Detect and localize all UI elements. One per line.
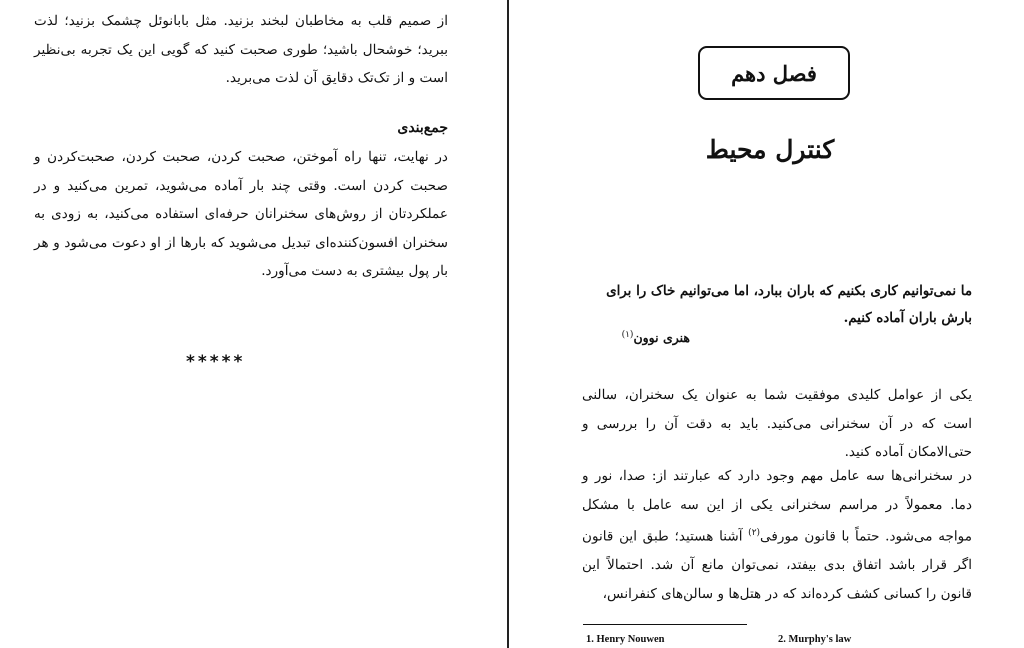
intro-paragraph: از صمیم قلب به مخاطبان لبخند بزنید. مثل بابانوئل چشمک بزنید؛ لذت ببرید؛ خوشحال باشید؛ طوری صحبت کنید که گویی این یک تجربه بی‌نظیر است و از تک‌تک دقایق آن لذت می‌برید. bbox=[34, 13, 448, 86]
chapter-label-box bbox=[698, 46, 850, 100]
murphy-footnote-marker: (۲) bbox=[748, 528, 761, 538]
body-paragraph-2 bbox=[582, 462, 972, 608]
chapter-label: فصل دهم bbox=[731, 60, 817, 86]
summary-heading: جمع‌بندی bbox=[397, 120, 448, 136]
paragraph-2-text-start: در سخنرانی‌ها سه عامل مهم وجود دارد که عبارتند از: صدا، نور و دما. معمولاً در مراسم سخنرانی یکی از این سه عامل با مشکل مواجه می‌شود. حتماً با قانون مورفی bbox=[582, 468, 972, 545]
epigraph-footnote-marker: (۱) bbox=[621, 330, 634, 340]
chapter-title: کنترل محیط bbox=[705, 135, 835, 164]
epigraph-author-line bbox=[580, 330, 690, 345]
footnote-2: 2. Murphy's law bbox=[778, 634, 852, 645]
paragraph-2-text-end: آشنا هستید؛ طبق این قانون اگر قرار باشد اتفاق بدی بیفتد، نمی‌توان مانع آن شد. احتمالاً این قانون را کسانی کشف کرده‌اند که در هتل‌ها و سالن‌های کنفرانس، bbox=[582, 528, 972, 602]
page-gutter-divider bbox=[507, 0, 509, 648]
epigraph: ما نمی‌توانیم کاری بکنیم که باران ببارد، اما می‌توانیم خاک را برای بارش باران آماده کنیم. bbox=[606, 283, 972, 326]
body-paragraph-1: یکی از عوامل کلیدی موفقیت شما به عنوان یک سخنران، سالنی است که در آن سخنرانی می‌کنید. باید به دقت آن را بررسی و حتی‌الامکان آماده کنید. bbox=[582, 387, 972, 460]
footnote-1: 1. Henry Nouwen bbox=[586, 634, 665, 645]
summary-paragraph: در نهایت، تنها راه آموختن، صحبت کردن، صحبت کردن، صحبت‌کردن و صحبت کردن است. وقتی چند بار آماده می‌شوید، تمرین می‌کنید و در عملکردتان از روش‌های سخنرانان حرفه‌ای استفاده می‌کنید، به زودی به سخنران افسون‌کننده‌ای تبدیل می‌شوید که بارها از او دعوت می‌شود و هر بار پول بیشتری به دست می‌آورد. bbox=[34, 149, 448, 279]
epigraph-author: هنری نوون bbox=[633, 330, 690, 346]
footnote-rule bbox=[583, 624, 747, 625]
left-page bbox=[0, 0, 508, 648]
section-break-stars: ***** bbox=[186, 352, 246, 372]
